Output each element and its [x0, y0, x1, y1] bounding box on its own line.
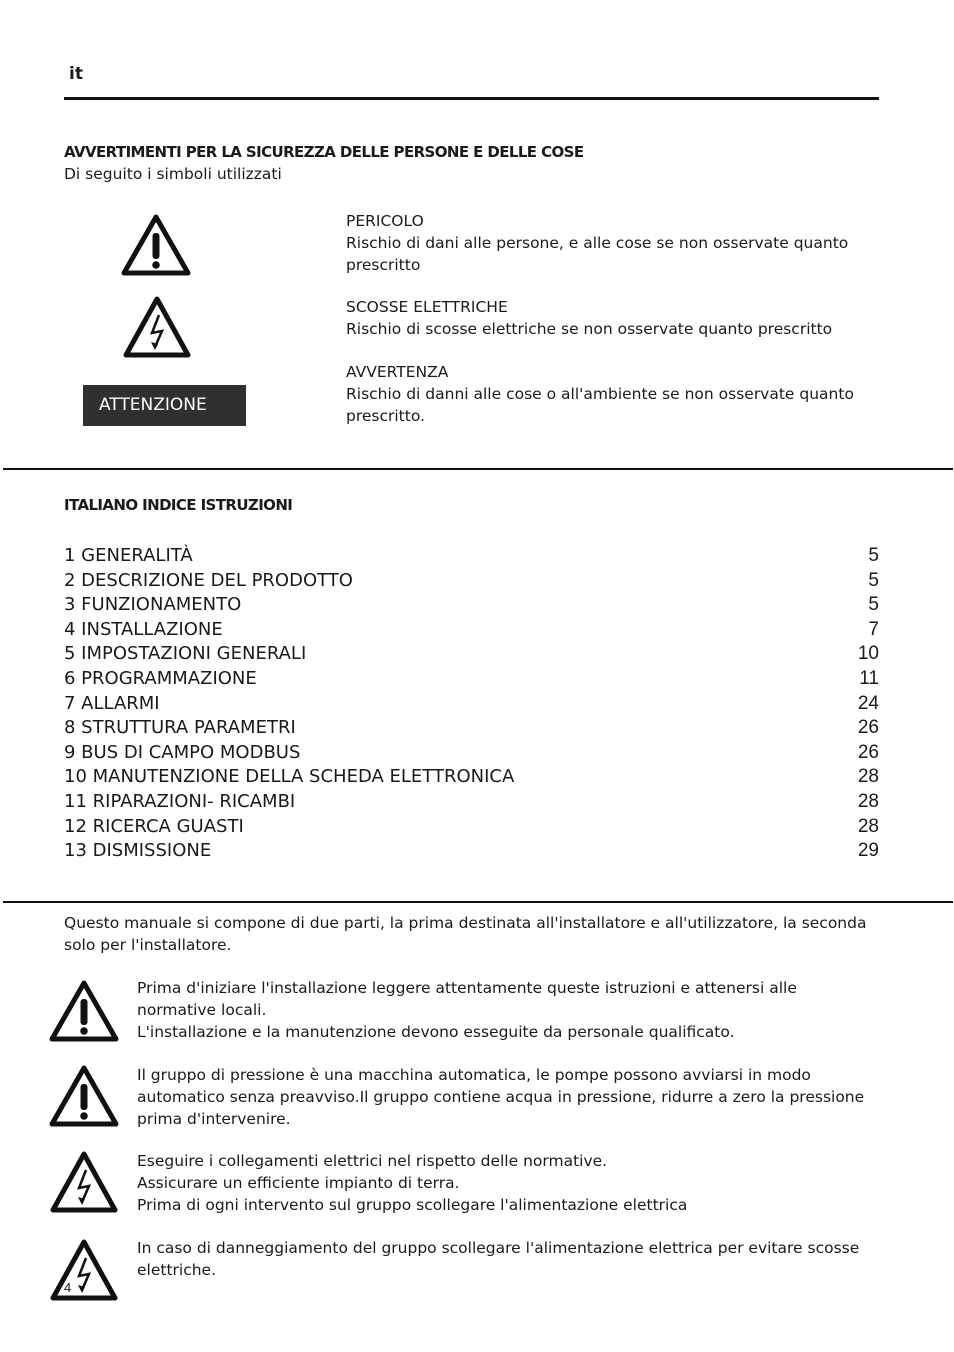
- toc-item-page: 26: [857, 741, 879, 763]
- note-3-line-1: Eseguire i collegamenti elettrici nel rispetto delle normative.: [137, 1152, 608, 1170]
- toc-item-label: 9 BUS DI CAMPO MODBUS: [64, 741, 301, 763]
- toc-item: [64, 642, 879, 667]
- symbol-warning-desc: [346, 361, 866, 427]
- note-3-line-2: Assicurare un efficiente impianto di terra.: [137, 1174, 460, 1192]
- note-3: [137, 1150, 877, 1216]
- toc-item-page: 5: [868, 594, 879, 616]
- toc-item-label: 13 DISMISSIONE: [64, 840, 212, 862]
- symbol-electric-title: SCOSSE ELETTRICHE: [346, 298, 508, 316]
- note-4: [137, 1237, 877, 1281]
- toc-item-label: 6 PROGRAMMAZIONE: [64, 667, 257, 689]
- toc-item-page: 11: [859, 667, 879, 689]
- toc-item-label: 1 GENERALITÀ: [64, 545, 193, 566]
- toc-item-label: 3 FUNZIONAMENTO: [64, 594, 242, 616]
- attention-label: ATTENZIONE: [83, 385, 246, 426]
- toc-item: [64, 815, 879, 840]
- toc-item: [64, 569, 879, 594]
- note-1: [137, 977, 877, 1043]
- danger-triangle-icon: [120, 213, 192, 277]
- danger-triangle-icon: [48, 1064, 120, 1128]
- table-of-contents: [64, 544, 879, 864]
- intro-text: Questo manuale si compone di due parti, la prima destinata all'installatore e all'utilizzatore, la seconda solo per l'installatore.: [64, 914, 867, 954]
- symbol-danger-desc: [346, 210, 866, 276]
- safety-title: AVVERTIMENTI PER LA SICUREZZA DELLE PERSONE E DELLE COSE: [64, 143, 584, 161]
- header-rule: [64, 97, 879, 100]
- toc-item-label: 7 ALLARMI: [64, 692, 160, 714]
- toc-item: [64, 618, 879, 643]
- toc-item-page: 29: [857, 840, 879, 862]
- toc-item: [64, 544, 879, 569]
- index-title: ITALIANO INDICE ISTRUZIONI: [64, 496, 293, 514]
- toc-item: [64, 692, 879, 717]
- language-code: it: [69, 64, 83, 84]
- toc-item: [64, 593, 879, 618]
- toc-item-label: 2 DESCRIZIONE DEL PRODOTTO: [64, 569, 353, 591]
- toc-item-page: 28: [857, 815, 879, 837]
- electric-shock-icon: [49, 1238, 119, 1302]
- note-2-line-1: Il gruppo di pressione è una macchina automatica, le pompe possono avviarsi in modo automatico senza preavviso.Il gruppo contiene acqua in pressione, ridurre a zero la pressione prima d'intervenire.: [137, 1066, 865, 1128]
- toc-item-page: 28: [857, 766, 879, 788]
- toc-item: [64, 790, 879, 815]
- note-3-line-3: Prima di ogni intervento sul gruppo scollegare l'alimentazione elettrica: [137, 1196, 688, 1214]
- electric-shock-icon: [49, 1150, 119, 1214]
- toc-item-page: 24: [857, 692, 879, 714]
- toc-item-page: 26: [857, 717, 879, 739]
- note-4-line-1: In caso di danneggiamento del gruppo scollegare l'alimentazione elettrica per evitare scosse elettriche.: [137, 1239, 860, 1279]
- note-2: [137, 1064, 877, 1130]
- toc-item-page: 10: [857, 643, 879, 665]
- toc-item: [64, 839, 879, 864]
- page-number: 4: [64, 1280, 72, 1295]
- toc-item-label: 11 RIPARAZIONI- RICAMBI: [64, 790, 296, 812]
- section-divider: [3, 901, 953, 903]
- symbol-danger-title: PERICOLO: [346, 212, 424, 230]
- section-divider: [3, 468, 953, 470]
- toc-item-label: 10 MANUTENZIONE DELLA SCHEDA ELETTRONICA: [64, 766, 515, 788]
- note-1-line-1: Prima d'iniziare l'installazione leggere attentamente queste istruzioni e attenersi alle normative locali.: [137, 979, 797, 1019]
- toc-item-page: 5: [868, 569, 879, 591]
- toc-item-page: 7: [868, 618, 879, 640]
- toc-item: [64, 741, 879, 766]
- toc-item-label: 5 IMPOSTAZIONI GENERALI: [64, 643, 307, 665]
- toc-item-label: 4 INSTALLAZIONE: [64, 618, 223, 640]
- safety-subtitle: Di seguito i simboli utilizzati: [64, 165, 282, 183]
- toc-item-page: 5: [868, 545, 879, 566]
- symbol-electric-text: Rischio di scosse elettriche se non osservate quanto prescritto: [346, 320, 833, 338]
- toc-item: [64, 667, 879, 692]
- danger-triangle-icon: [48, 979, 120, 1043]
- symbol-danger-text: Rischio di dani alle persone, e alle cose se non osservate quanto prescritto: [346, 234, 849, 274]
- symbol-warning-text: Rischio di danni alle cose o all'ambiente se non osservate quanto prescritto.: [346, 385, 854, 425]
- toc-item: [64, 716, 879, 741]
- electric-shock-icon: [122, 295, 192, 359]
- toc-item-page: 28: [857, 790, 879, 812]
- toc-item: [64, 765, 879, 790]
- toc-item-label: 8 STRUTTURA PARAMETRI: [64, 717, 296, 739]
- note-1-line-2: L'installazione e la manutenzione devono esseguite da personale qualificato.: [137, 1023, 735, 1041]
- symbol-electric-desc: [346, 296, 866, 340]
- symbol-warning-title: AVVERTENZA: [346, 363, 449, 381]
- toc-item-label: 12 RICERCA GUASTI: [64, 815, 244, 837]
